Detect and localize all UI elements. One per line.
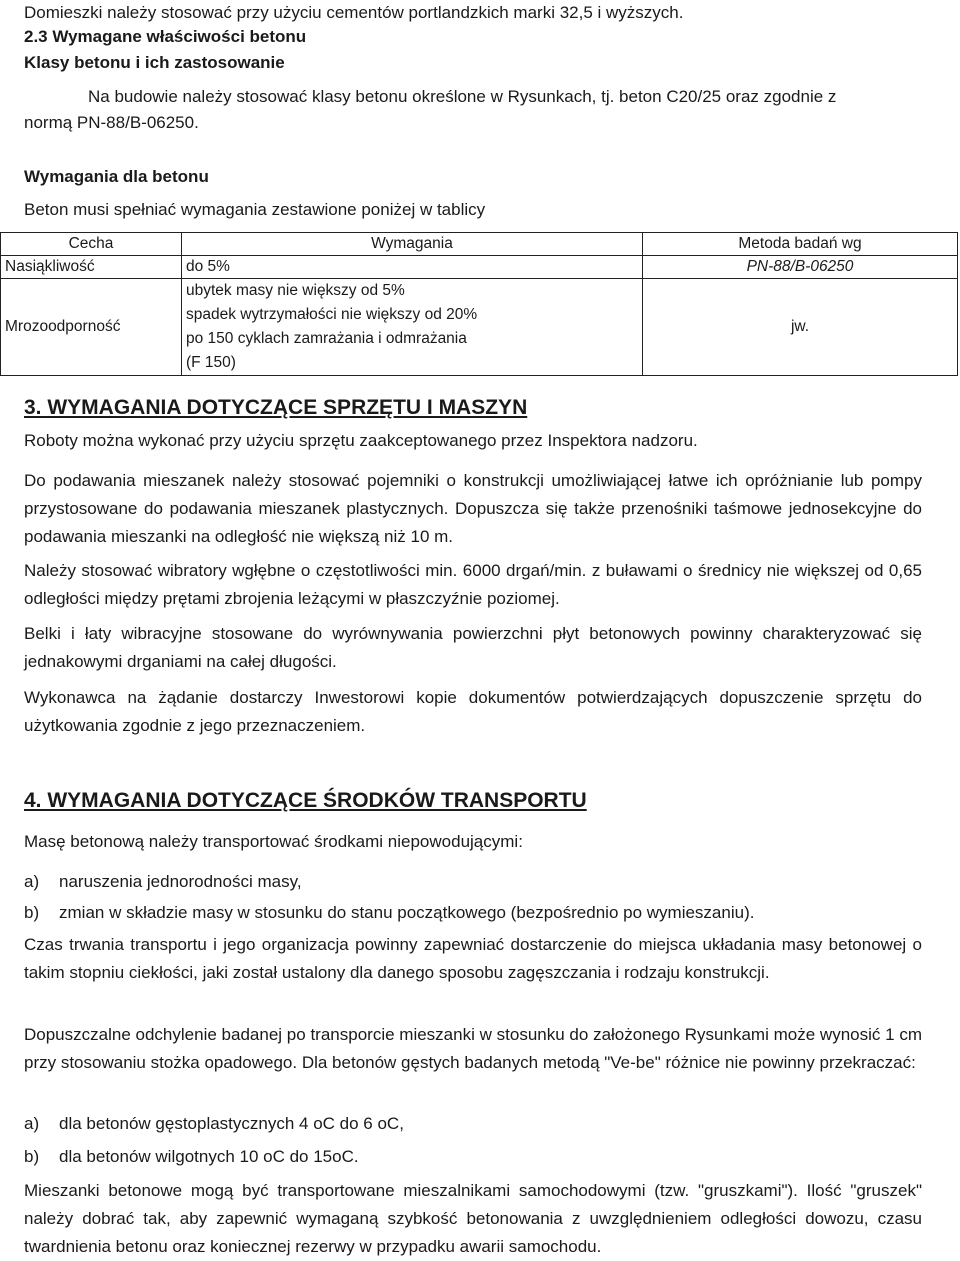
requirements-title: Wymagania dla betonu [24, 167, 209, 186]
section-3-title: 3. WYMAGANIA DOTYCZĄCE SPRZĘTU I MASZYN [24, 396, 528, 419]
section-4-paragraph: Czas trwania transportu i jego organizacja powinny zapewniać dostarczenie do miejsca układania masy betonowej o takim stopniu ciekłości, jaki został ustalony dla danego sposobu zagęszczania i rodzaju konstrukcji. [24, 935, 922, 982]
section-3-paragraph: Roboty można wykonać przy użyciu sprzętu zaakceptowanego przez Inspektora nadzoru. [24, 431, 698, 450]
list-text: zmian w składzie masy w stosunku do stanu początkowego (bezpośrednio po wymieszaniu). [59, 903, 755, 922]
list-item [24, 1114, 404, 1134]
list-marker: a) [24, 872, 40, 891]
section-3-paragraph: Belki i łaty wibracyjne stosowane do wyrównywania powierzchni płyt betonowych powinny charakteryzować się jednakowymi drganiami na całej długości. [24, 624, 922, 671]
list-marker: b) [24, 1147, 40, 1166]
cell-feature: Mrozoodporność [1, 279, 182, 376]
list-text: naruszenia jednorodności masy, [59, 872, 302, 891]
section-3-paragraph: Wykonawca na żądanie dostarczy Inwestorowi kopie dokumentów potwierdzających dopuszczenie sprzętu do użytkowania zgodnie z jego przeznaczeniem. [24, 688, 922, 735]
section-3-paragraph: Do podawania mieszanek należy stosować pojemniki o konstrukcji umożliwiającej łatwe ich opróżnianie lub pompy przystosowane do podawania mieszanek plastycznych. Dopuszcza się także przenośniki taśmowe jednosekcyjne do podawania mieszanki na odległość nie większą niż 10 m. [24, 471, 922, 546]
requirements-table [0, 232, 958, 376]
classes-paragraph-line-2: normą PN-88/B-06250. [24, 113, 199, 132]
header-requirements: Wymagania [182, 233, 643, 256]
header-method: Metoda badań wg [643, 233, 958, 256]
cell-method: PN-88/B-06250 [643, 256, 958, 279]
table-row [1, 279, 958, 376]
list-marker: a) [24, 1114, 40, 1133]
cell-feature: Nasiąkliwość [1, 256, 182, 279]
table-row [1, 256, 958, 279]
requirement-line: (F 150) [186, 354, 236, 371]
list-item [24, 872, 302, 892]
section-4-paragraph: Masę betonową należy transportować środkami niepowodującymi: [24, 832, 523, 851]
section-4-paragraph: Mieszanki betonowe mogą być transportowane mieszalnikami samochodowymi (tzw. "gruszkami"). Ilość "gruszek" należy dobrać tak, aby zapewnić wymaganą szybkość betonowania z uwzględnieniem odległości dowozu, czasu twardnienia betonu oraz koniecznej rezerwy w przypadku awarii samochodu. [24, 1181, 922, 1256]
cell-requirement: do 5% [182, 256, 643, 279]
requirements-intro: Beton musi spełniać wymagania zestawione poniżej w tablicy [24, 200, 486, 219]
section-2-3-title: 2.3 Wymagane właściwości betonu [24, 27, 307, 46]
classes-subtitle: Klasy betonu i ich zastosowanie [24, 53, 285, 72]
header-feature: Cecha [1, 233, 182, 256]
requirement-line: spadek wytrzymałości nie większy od 20% [186, 306, 478, 323]
section-4-paragraph: Dopuszczalne odchylenie badanej po transporcie mieszanki w stosunku do założonego Rysunkami może wynosić 1 cm przy stosowaniu stożka opadowego. Dla betonów gęstych badanych metodą "Ve-be" różnice nie powinny przekraczać: [24, 1025, 922, 1072]
table-header-row [1, 233, 958, 256]
list-item [24, 903, 754, 923]
list-text: dla betonów gęstoplastycznych 4 oC do 6 oC, [59, 1114, 404, 1133]
classes-paragraph-line-1: Na budowie należy stosować klasy betonu określone w Rysunkach, tj. beton C20/25 oraz zgodnie z [88, 87, 837, 106]
section-4-title: 4. WYMAGANIA DOTYCZĄCE ŚRODKÓW TRANSPORTU [24, 789, 587, 812]
cell-requirement [182, 279, 643, 376]
list-text: dla betonów wilgotnych 10 oC do 15oC. [59, 1147, 359, 1166]
cell-method: jw. [643, 279, 958, 376]
list-item [24, 1147, 359, 1167]
list-marker: b) [24, 903, 40, 922]
requirement-line: po 150 cyklach zamrażania i odmrażania [186, 330, 467, 347]
requirement-line: ubytek masy nie większy od 5% [186, 282, 405, 299]
intro-line: Domieszki należy stosować przy użyciu cementów portlandzkich marki 32,5 i wyższych. [24, 3, 684, 22]
section-3-paragraph: Należy stosować wibratory wgłębne o częstotliwości min. 6000 drgań/min. z buławami o średnicy nie większej od 0,65 odległości między prętami zbrojenia leżącymi w płaszczyźnie poziomej. [24, 561, 922, 608]
